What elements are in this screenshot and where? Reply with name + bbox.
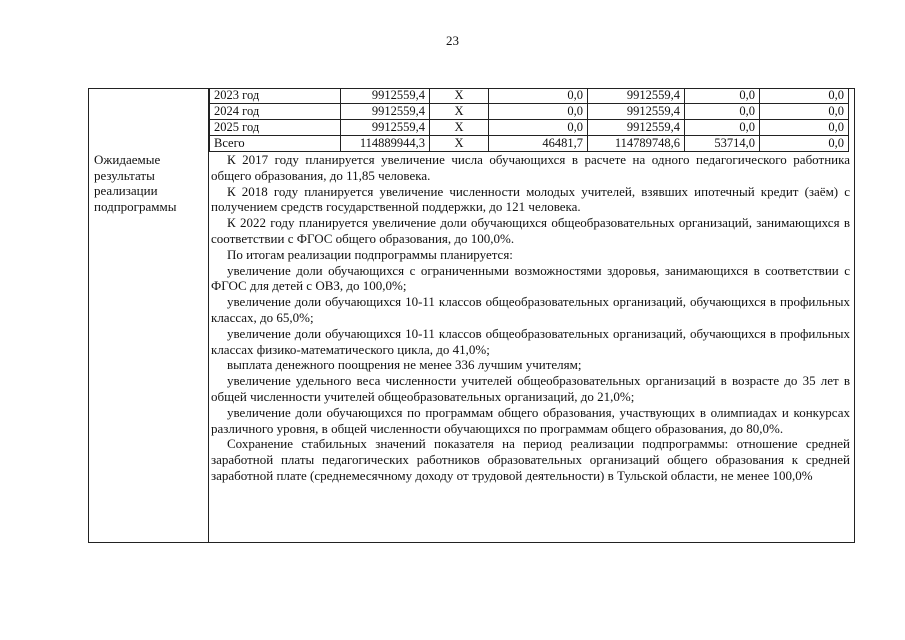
paragraph: К 2022 году планируется увеличение доли обучающихся общеобразовательных организаций, занимающихся в соответствии с ФГОС общего образования, до 100,0%.: [211, 215, 850, 246]
paragraph: увеличение удельного веса численности учителей общеобразовательных организаций в возрасте до 35 лет в общей численности учителей общеобразовательных организаций, до 21,0%;: [211, 373, 850, 404]
total-cell: 114889944,3: [341, 136, 430, 152]
local-cell: 9912559,4: [588, 120, 685, 136]
total-cell: 9912559,4: [341, 104, 430, 120]
expected-results-text: [211, 152, 850, 484]
federal-cell: X: [430, 88, 489, 104]
local-cell: 114789748,6: [588, 136, 685, 152]
other-cell: 0,0: [760, 120, 849, 136]
paragraph: увеличение доли обучающихся с ограниченными возможностями здоровья, занимающихся в соответствии с ФГОС для детей с ОВЗ, до 100,0%;: [211, 262, 850, 294]
paragraph: увеличение доли обучающихся 10-11 классов общеобразовательных организаций, обучающихся в профильных классах физико-математического цикла, до 41,0%;: [211, 325, 850, 357]
local-cell: 9912559,4: [588, 104, 685, 120]
paragraph: К 2018 году планируется увеличение численности молодых учителей, взявших ипотечный кредит (заём) с получением средств государственной поддержки, до 121 человека.: [211, 183, 850, 215]
year-cell: 2023 год: [210, 88, 341, 104]
year-cell: 2024 год: [210, 104, 341, 120]
local-cell: 9912559,4: [588, 88, 685, 104]
table-row: [210, 120, 849, 136]
paragraph: Сохранение стабильных значений показателя на период реализации подпрограммы: отношение средней заработной платы педагогических работников образовательных организаций общего образования к средней заработной плате (среднемесячному доходу от трудовой деятельности) в Тульской области, не менее 100,0%: [211, 436, 850, 483]
paragraph: К 2017 году планируется увеличение числа обучающихся в расчете на одного педагогического работника общего образования, до 11,85 человека.: [211, 152, 850, 183]
year-cell: 2025 год: [210, 120, 341, 136]
regional-cell: 0,0: [489, 88, 588, 104]
paragraph: выплата денежного поощрения не менее 336 лучшим учителям;: [227, 357, 582, 373]
total-cell: 9912559,4: [341, 120, 430, 136]
paragraph: увеличение доли обучающихся 10-11 классов общеобразовательных организаций, обучающихся в профильных классах, до 65,0%;: [211, 294, 850, 325]
year-cell: Всего: [210, 136, 341, 152]
expected-results-label: Ожидаемые результаты реализации подпрограммы: [94, 152, 177, 214]
extra-cell: 0,0: [685, 88, 760, 104]
other-cell: 0,0: [760, 104, 849, 120]
regional-cell: 0,0: [489, 120, 588, 136]
finance-table: [209, 88, 849, 152]
table-row: [210, 88, 849, 104]
total-cell: 9912559,4: [341, 88, 430, 104]
other-cell: 0,0: [760, 88, 849, 104]
federal-cell: X: [430, 136, 489, 152]
other-cell: 0,0: [760, 136, 849, 152]
extra-cell: 53714,0: [685, 136, 760, 152]
extra-cell: 0,0: [685, 120, 760, 136]
page-number: 23: [446, 33, 459, 48]
federal-cell: X: [430, 104, 489, 120]
paragraph: увеличение доли обучающихся по программам общего образования, участвующих в олимпиадах и конкурсах различного уровня, в общей численности обучающихся по программам общего образования, до 80,0%.: [211, 404, 850, 436]
table-row-total: [210, 136, 849, 152]
federal-cell: X: [430, 120, 489, 136]
table-row: [210, 104, 849, 120]
regional-cell: 0,0: [489, 104, 588, 120]
regional-cell: 46481,7: [489, 136, 588, 152]
paragraph: По итогам реализации подпрограммы планируется:: [227, 246, 513, 262]
extra-cell: 0,0: [685, 104, 760, 120]
